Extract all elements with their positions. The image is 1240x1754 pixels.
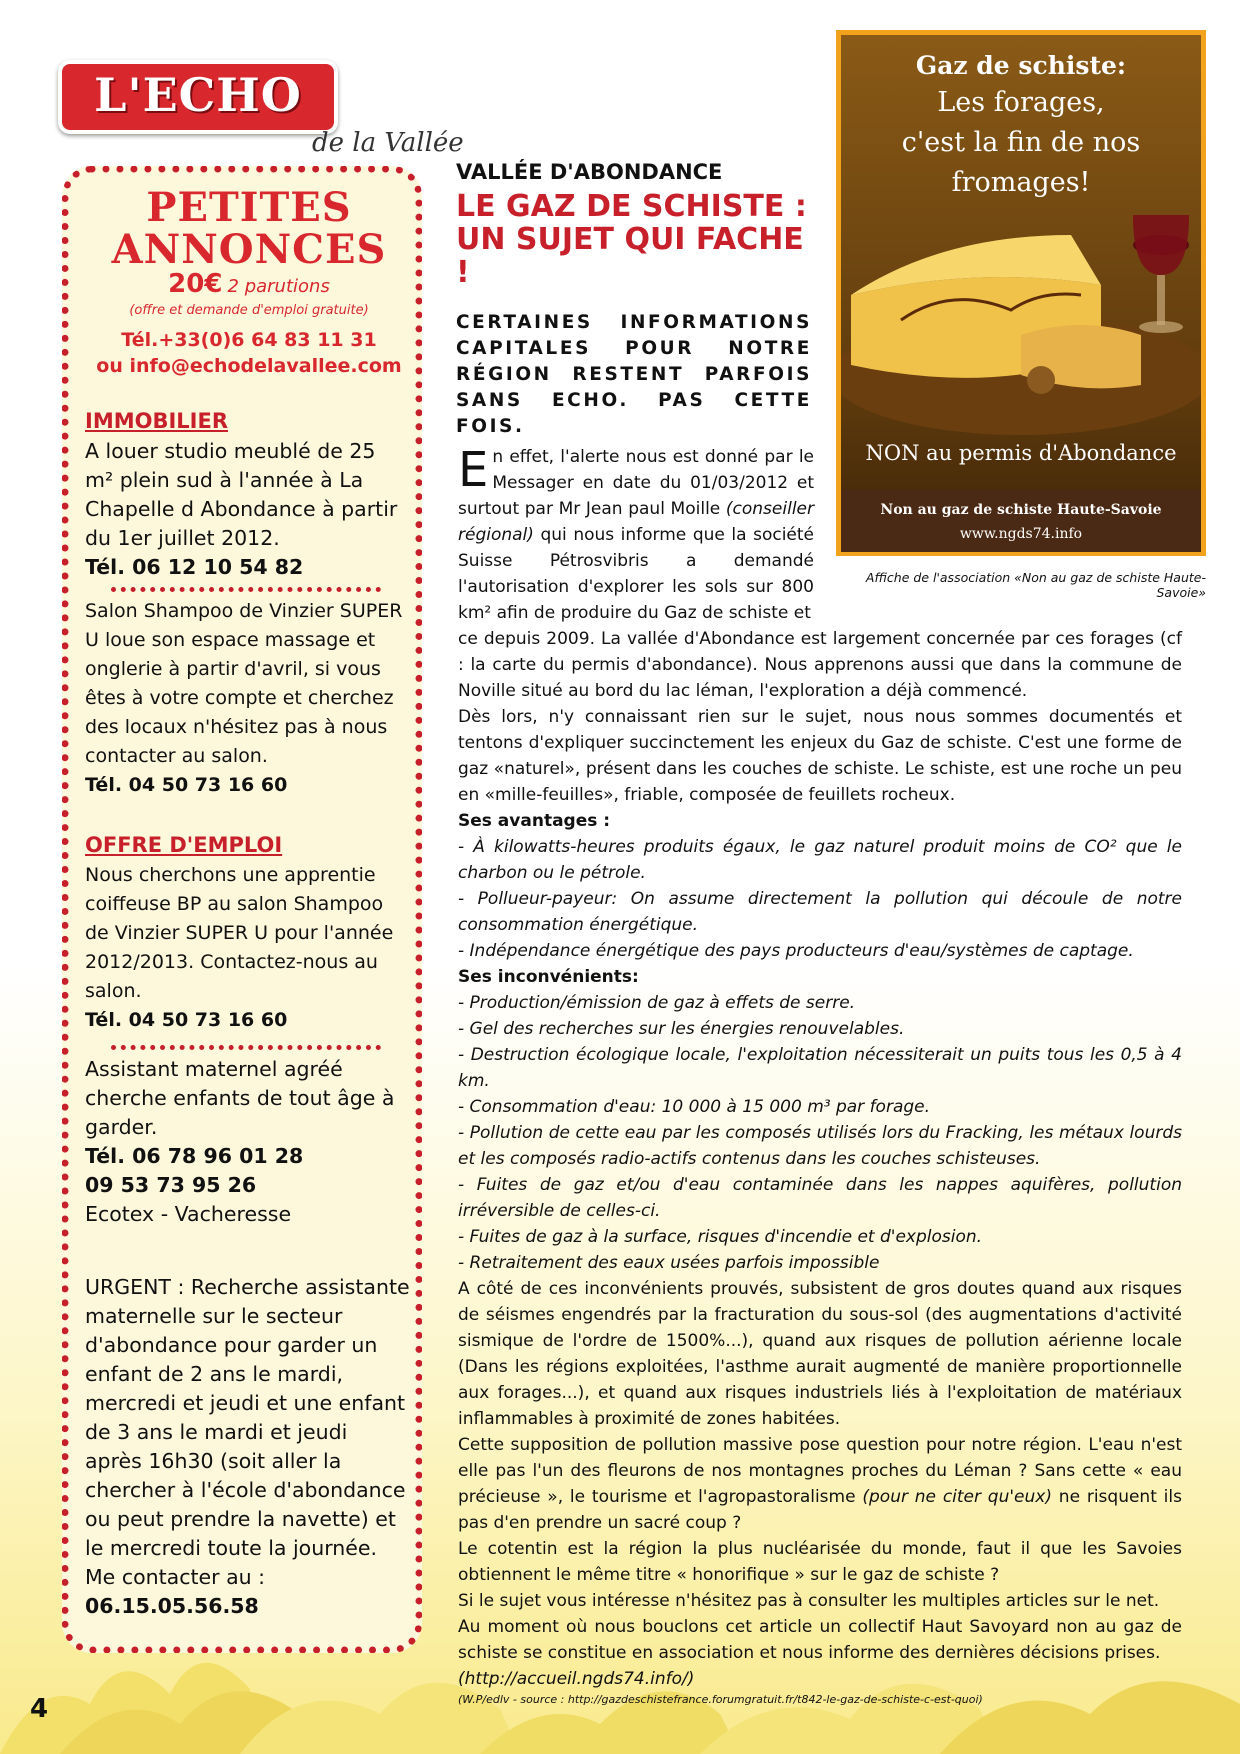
body-text: ne risquent ils pas d'en prendre un sacré coup ? [458,1487,1182,1533]
divider [111,587,381,592]
list-item: - Fuites de gaz et/ou d'eau contaminée dans les nappes aquifères, pollution irréversible de celles-ci. [458,1175,1182,1221]
classifieds-phone: Tél.+33(0)6 64 83 11 31 [121,329,377,351]
ad-item [85,861,410,1035]
ad-item [85,597,410,800]
classifieds-title-line1: PETITES [146,184,352,231]
source-note: (W.P/edlv - source : http://gazdeschistefrance.forumgratuit.fr/t842-le-gaz-de-schiste-c-est-quoi) [458,1693,983,1706]
poster [836,30,1206,556]
headline: LE GAZ DE SCHISTE : UN SUJET QUI FACHE ! [456,189,807,290]
paragraph: ce depuis 2009. La vallée d'Abondance est largement concernée par ces forages (cf : la carte du permis d'abondance). Nous apprenons aussi que dans la commune de Noville situé au bord du lac léman, l'exploration a déjà commencé. [458,629,1182,701]
disadvantages-heading: Ses inconvénients: [458,967,639,987]
logo-subtitle: de la Vallée [312,128,464,158]
price-note: 2 parutions [227,276,330,297]
poster-url: www.ngds74.info [959,526,1083,542]
list-item: - Fuites de gaz à la surface, risques d'incendie et d'explosion. [458,1227,983,1247]
drop-cap: E [458,442,489,498]
article-body [458,626,1182,1708]
ad-text: Assistant maternel agréé cherche enfants de tout âge à garder. [85,1057,395,1139]
ad-phone: 09 53 73 95 26 [85,1173,257,1197]
ad-text: Salon Shampoo de Vinzier SUPER U loue son espace massage et onglerie à partir d'avril, si vous êtes à votre compte et cherchez des locaux n'hésitez pas à nous contacter au salon. [85,600,403,767]
paragraph: Au moment où nous bouclons cet article un collectif Haut Savoyard non au gaz de schiste se constitue en association et nous informe des dernières décisions prises. [458,1617,1182,1663]
classifieds-title-line2: ANNONCES [111,226,387,273]
ad-item [85,1273,410,1621]
association-link[interactable]: (http://accueil.ngds74.info/) [458,1669,695,1689]
price-value: 20€ [168,269,223,299]
classifieds-title [69,184,429,273]
list-item: - À kilowatts-heures produits égaux, le gaz naturel produit moins de CO² que le charbon ou le pétrole. [458,837,1182,883]
page-number: 4 [30,1694,49,1724]
paragraph: Dès lors, n'y connaissant rien sur le sujet, nous nous sommes documentés et tentons d'expliquer succinctement les enjeux du Gaz de schiste. C'est une forme de gaz «naturel», présent dans les couches de schiste. Le schiste, est une roche un peu en «mille-feuilles», friable, composée de feuillets rocheux. [458,707,1182,805]
paragraph: Si le sujet vous intéresse n'hésitez pas à consulter les multiples articles sur le net. [458,1591,1160,1611]
ad-place: Ecotex - Vacheresse [85,1202,292,1226]
ad-item [85,437,410,582]
paragraph: Le cotentin est la région la plus nucléarisée du monde, faut il que les Savoies obtiennent le même titre « honorifique » sur le gaz de schiste ? [458,1539,1182,1585]
ad-item [85,1055,410,1229]
body-text: (pour ne citer qu'eux) [862,1487,1052,1507]
ad-phone: Tél. 04 50 73 16 60 [85,1009,288,1031]
logo-title: L'ECHO [94,68,302,122]
ad-text: A louer studio meublé de 25 m² plein sud à l'année à La Chapelle d Abondance à partir du 1er juillet 2012. [85,439,398,550]
ad-text: URGENT : Recherche assistante maternelle sur le secteur d'abondance pour garder un enfant de 2 ans le mardi, mercredi et jeudi et une enfant de 3 ans le mardi et jeudi après 16h30 (soit aller la chercher à l'école d'abondance ou peut prendre la navette) et le mercredi toute la journée. [85,1275,410,1560]
poster-line3: c'est la fin de nos [901,127,1141,158]
ad-text: Nous cherchons une apprentie coiffeuse BP au salon Shampoo de Vinzier SUPER U pour l'année 2012/2013. Contactez-nous au salon. [85,864,394,1002]
list-item: - Indépendance énergétique des pays producteurs d'eau/systèmes de captage. [458,941,1134,961]
category-emploi: OFFRE D'EMPLOI [85,833,283,857]
price [69,269,429,299]
classifieds-box [62,166,422,1653]
body-text: (conseiller régional) [458,499,814,545]
ad-contact-label: Me contacter au : [85,1565,266,1589]
lede: CERTAINES INFORMATIONS CAPITALES POUR NOTRE RÉGION RESTENT PARFOIS SANS ECHO. PAS CETTE FOIS. [456,312,812,437]
list-item: - Pollution de cette eau par les composés utilisés lors du Fracking, les métaux lourds et les composés radio-actifs contenus dans les couches schisteuses. [458,1123,1182,1169]
poster-line2: Les forages, [937,87,1105,118]
classifieds-note: (offre et demande d'emploi gratuite) [129,303,369,318]
body-text: n effet, l'alerte nous est donné par le Messager en date du 01/03/2012 et surtout par Mr Jean paul Moille [458,447,814,519]
poster-org: Non au gaz de schiste Haute-Savoie [880,502,1162,518]
section-heading: VALLÉE D'ABONDANCE [456,160,723,184]
poster-line4: fromages! [951,167,1091,198]
ad-phone: 06.15.05.56.58 [85,1594,259,1618]
advantages-heading: Ses avantages : [458,811,611,831]
ad-phone: Tél. 06 12 10 54 82 [85,555,304,579]
poster-title: Gaz de schiste: [915,51,1127,80]
list-item: - Pollueur-payeur: On assume directement la pollution qui découle de notre consommation énergétique. [458,889,1182,935]
ad-phone: Tél. 06 78 96 01 28 [85,1144,304,1168]
body-text: Cette supposition de pollution massive pose question pour notre région. L'eau n'est elle pas l'un des fleurons de nos montagnes proches du Léman ? Sans cette « eau précieuse », le tourisme et l'agropastoralisme [458,1435,1182,1507]
list-item: - Destruction écologique locale, l'exploitation nécessiterait un puits tous les 0,5 à 4 km. [458,1045,1182,1091]
body-text: qui nous informe que la société Suisse Pétrosvibris a demandé l'autorisation d'explorer les sols sur 800 km² afin de produire du Gaz de schiste et [458,525,814,623]
category-immobilier: IMMOBILIER [85,409,228,433]
paragraph: A côté de ces inconvénients prouvés, subsistent de gros doutes quand aux risques de séismes engendrés par la fracturation du sous-sol (des augmentations d'activité sismique de l'ordre de 1500%...), quand aux risques de pollution aérienne locale (Dans les régions exploitées, l'asthme aurait augmenté de manière proportionnelle aux forages...), et quand aux risques industriels liés à l'exploitation de matériaux inflammables à proximité de zones habitées. [458,1279,1182,1429]
article-intro [458,444,814,626]
poster-slogan: NON au permis d'Abondance [865,441,1177,465]
ad-phone: Tél. 04 50 73 16 60 [85,774,288,796]
poster-footer [841,490,1201,552]
poster-caption: Affiche de l'association «Non au gaz de schiste Haute-Savoie» [865,570,1206,600]
list-item: - Production/émission de gaz à effets de serre. [458,993,856,1013]
list-item: - Gel des recherches sur les énergies renouvelables. [458,1019,905,1039]
divider [111,1045,381,1050]
list-item: - Consommation d'eau: 10 000 à 15 000 m³ par forage. [458,1097,931,1117]
classifieds-email: ou info@echodelavallee.com [96,355,402,377]
list-item: - Retraitement des eaux usées parfois impossible [458,1253,880,1273]
logo [58,60,338,134]
